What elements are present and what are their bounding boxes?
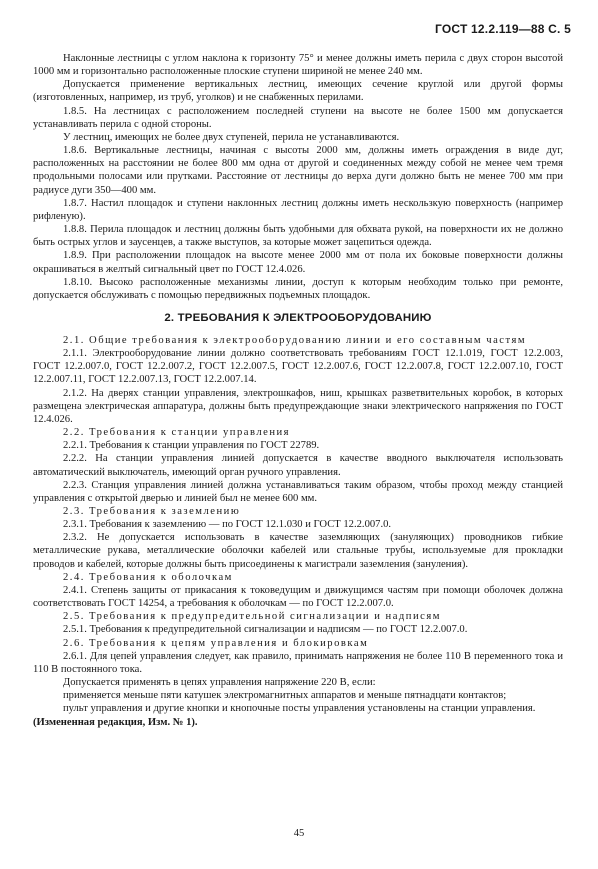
paragraph: пульт управления и другие кнопки и кнопочные посты управления установлены на станции управления. <box>63 703 536 715</box>
paragraph: 2.6.1. Для цепей управления следует, как правило, принимать напряжения не более 110 В переменного тока и 110 В постоянного тока. <box>33 650 563 675</box>
subsection-heading: 2.5. Требования к предупредительной сигнализации и надписям <box>63 611 441 623</box>
paragraph: 2.2.1. Требования к станции управления по ГОСТ 22789. <box>63 440 320 452</box>
amendment-note: (Измененная редакция, Изм. № 1). <box>33 716 198 728</box>
paragraph: 2.2.3. Станция управления линией должна устанавливаться таким образом, чтобы проход между станцией управления с открытой дверью и линией был не менее 600 мм. <box>33 479 563 504</box>
subsection-heading: 2.3. Требования к заземлению <box>63 506 241 517</box>
paragraph: 2.3.1. Требования к заземлению — по ГОСТ 12.1.030 и ГОСТ 12.2.007.0. <box>63 519 392 531</box>
paragraph: У лестниц, имеющих не более двух ступеней, перила не устанавливаются. <box>63 131 400 143</box>
paragraph: 2.1.2. На дверях станции управления, электрошкафов, ниш, крышках разветвительных коробок, в которых размещена электрическая аппаратура, должны быть предупреждающие знаки электрического напряжения по ГОСТ 12.4.026. <box>33 387 563 425</box>
paragraph: Допускается применение вертикальных лестниц, имеющих сечение круглой или другой формы (изготовленных, например, из труб, уголков) и не снабженных перилами. <box>33 79 563 104</box>
paragraph: 1.8.6. Вертикальные лестницы, начиная с высоты 2000 мм, должны иметь ограждения в виде дуг, расположенных на расстоянии не более 800 мм одна от другой и соединенных между собой не менее чем тремя продольными полосами или прутками. Расстояние от лестницы до верха дуги должно быть не менее 700 мм при радиусе дуги 350—400 мм. <box>33 145 563 196</box>
paragraph: 2.2.2. На станции управления линией допускается в качестве вводного выключателя использовать автоматический выключатель, имеющий орган ручного управления. <box>33 453 563 478</box>
paragraph: применяется меньше пяти катушек электромагнитных аппаратов и меньше пятнадцати контактов; <box>63 690 507 702</box>
paragraph: 2.5.1. Требования к предупредительной сигнализации и надписям — по ГОСТ 12.2.007.0. <box>63 624 468 636</box>
section-heading: 2. ТРЕБОВАНИЯ К ЭЛЕКТРООБОРУДОВАНИЮ <box>164 311 432 324</box>
subsection-heading: 2.6. Требования к цепям управления и блокировкам <box>63 637 369 649</box>
paragraph: 1.8.7. Настил площадок и ступени наклонных лестниц должны иметь нескользкую поверхность (например рифленую). <box>33 197 563 222</box>
document-body <box>33 52 563 729</box>
subsection-heading: 2.1. Общие требования к электрооборудованию линии и его составным частям <box>63 334 527 346</box>
paragraph: 1.8.9. При расположении площадок на высоте менее 2000 мм от пола их боковые поверхности должны окрашиваться в желтый сигнальный цвет по ГОСТ 12.4.026. <box>33 250 563 275</box>
paragraph: Наклонные лестницы с углом наклона к горизонту 75° и менее должны иметь перила с двух сторон высотой 1000 мм и горизонтально расположенные плоские ступени шириной не менее 240 мм. <box>33 53 563 78</box>
paragraph: 2.1.1. Электрооборудование линии должно соответствовать требованиям ГОСТ 12.1.019, ГОСТ 12.2.003, ГОСТ 12.2.007.0, ГОСТ 12.2.007.2, ГОСТ 12.2.007.5, ГОСТ 12.2.007.6, ГОСТ 12.2.007.8, ГОСТ 12.2.007.10, ГОСТ 12.2.007.11, ГОСТ 12.2.007.13, ГОСТ 12.2.007.14. <box>33 348 563 386</box>
paragraph: 2.4.1. Степень защиты от прикасания к токоведущим и движущимся частям при помощи оболочек должна соответствовать ГОСТ 14254, а требования к оболочкам — по ГОСТ 12.2.007.0. <box>33 584 563 610</box>
page-number: 45 <box>293 828 305 839</box>
page-header: ГОСТ 12.2.119—88 С. 5 <box>435 22 571 36</box>
paragraph: 1.8.10. Высоко расположенные механизмы линии, доступ к которым необходим только при ремонте, допускается обслуживать с помощью передвижных подъемных площадок. <box>33 276 563 301</box>
subsection-heading: 2.2. Требования к станции управления <box>63 427 291 439</box>
paragraph: Допускается применять в цепях управления напряжение 220 В, если: <box>63 677 376 689</box>
subsection-heading: 2.4. Требования к оболочкам <box>63 571 233 583</box>
paragraph: 2.3.2. Не допускается использовать в качестве заземляющих (зануляющих) проводников гибкие металлические рукава, металлические оболочки кабелей или стальные трубы, используемые для прокладки проводов и кабелей, которые должны быть присоединены к магистрали заземления (зануления). <box>33 532 563 570</box>
paragraph: 1.8.5. На лестницах с расположением последней ступени на высоте не более 1500 мм допускается устанавливать перила с одной стороны. <box>33 105 563 130</box>
paragraph: 1.8.8. Перила площадок и лестниц должны быть удобными для обхвата рукой, на поверхности их не должно быть острых углов и заусенцев, а также выступов, за которые может зацепиться одежда. <box>33 224 563 249</box>
